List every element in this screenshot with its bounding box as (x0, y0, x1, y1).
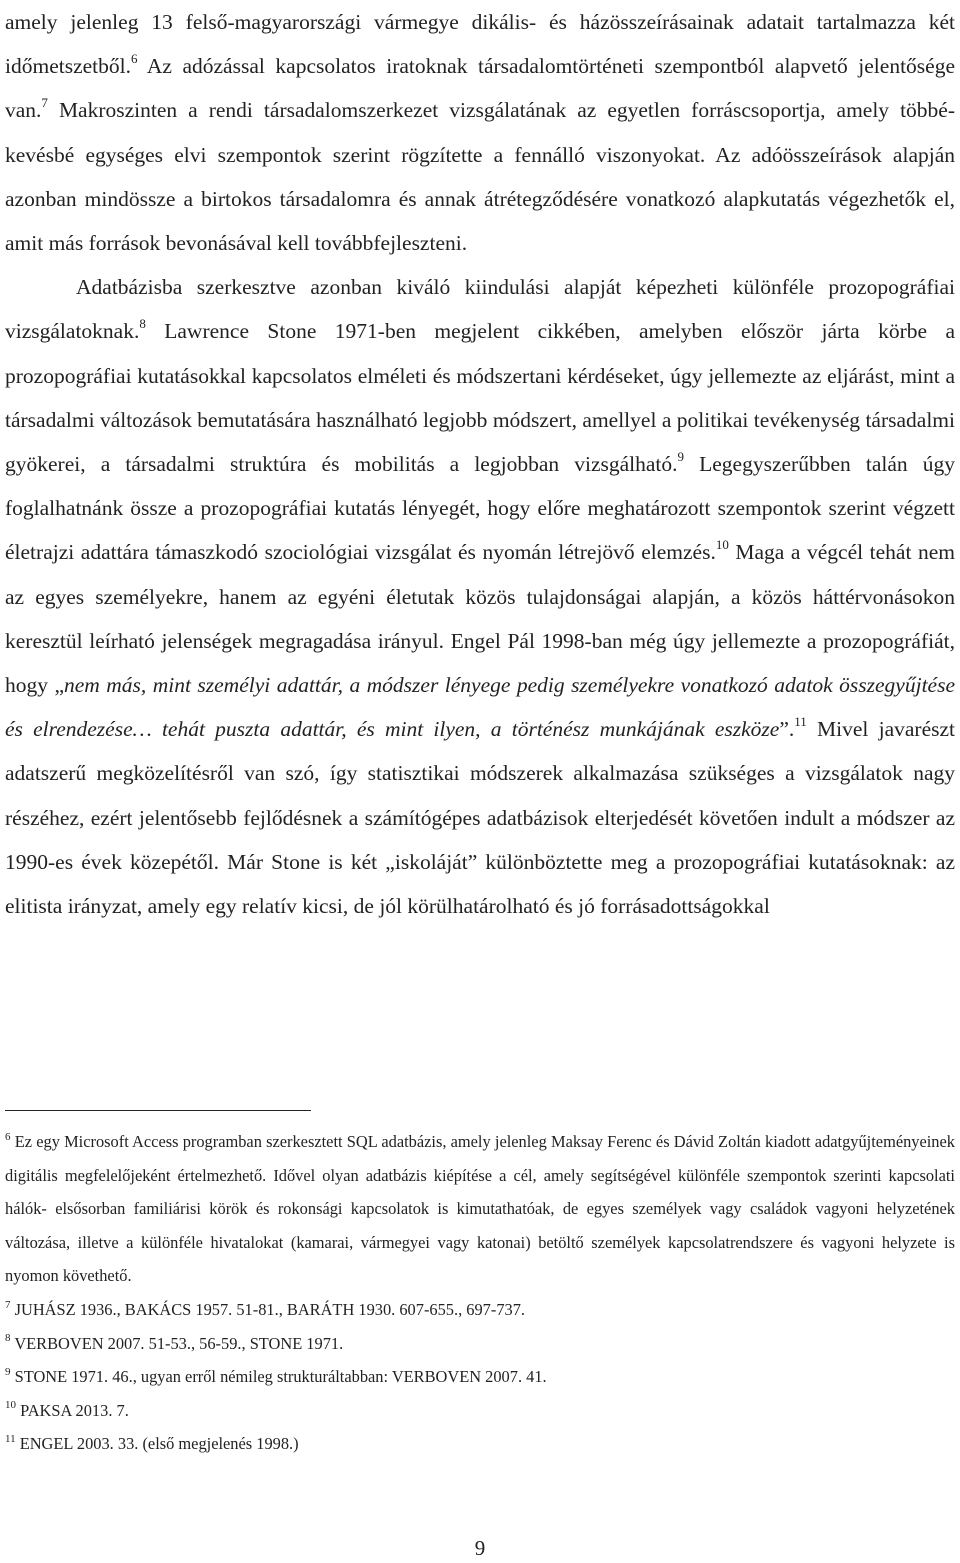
footnote-text: STONE 1971. 46., ugyan erről némileg strukturáltabban: VERBOVEN 2007. 41. (14, 1367, 547, 1387)
footnote-text: PAKSA 2013. 7. (20, 1400, 129, 1420)
footnote-number: 11 (5, 1432, 16, 1445)
footnote-11 (5, 1427, 955, 1461)
engel-quote: nem más, mint személyi adattár, a módszer lényege pedig személyekre vonatkozó adatok összegyűjtése és elrendezése… tehát puszta adattár, és mint ilyen, a történész munkájának eszköze (5, 673, 955, 742)
footnote-text: JUHÁSZ 1936., BAKÁCS 1957. 51-81., BARÁTH 1930. 607-655., 697-737. (14, 1299, 526, 1319)
paragraph-1-text-b: Az adózással kapcsolatos iratoknak társadalomtörténeti szempontból alapvető jelentősége van. (5, 54, 955, 123)
paragraph-1-text-c: Makroszinten a rendi társadalomszerkezet vizsgálatának az egyetlen forráscsoportja, amely többé-kevésbé egységes elvi szempontok szerint rögzítette a fennálló viszonyokat. Az adóösszeírások alapján azonban mindössze a birtokos társadalomra és annak átrétegződésére vonatkozó alapkutatás végezhetők el, amit más források bevonásával kell továbbfejleszteni. (5, 98, 955, 256)
footnote-text: VERBOVEN 2007. 51-53., 56-59., STONE 1971. (14, 1333, 344, 1353)
footnote-number: 8 (5, 1332, 11, 1345)
footnote-number: 10 (5, 1399, 16, 1412)
paragraph-2-text-f: Mivel javarészt adatszerű megközelítésről van szó, így statisztikai módszerek alkalmazása szükséges a vizsgálatok nagy részéhez, ezért jelentősebb fejlődésnek a számítógépes adatbázisok elterjedését követően indult a módszer az 1990-es évek közepétől. Már Stone is két „iskoláját” különböztette meg a prozopográfiai kutatásoknak: az elitista irányzat, amely egy relatív kicsi, de jól körülhatárolható és jó forrásadottságokkal (5, 717, 955, 919)
footnote-ref-8[interactable]: 8 (139, 316, 146, 332)
body-text (5, 0, 955, 928)
footnote-7 (5, 1293, 955, 1327)
paragraph-2-text-c: Legegyszerűbben talán úgy foglalhatnánk össze a prozopográfiai kutatás lényegét, hogy előre meghatározott szempontok szerint végzett életrajzi adattára támaszkodó szociológiai vizsgálat és nyomán létrejövő elemzés. (5, 452, 955, 565)
footnote-ref-7[interactable]: 7 (41, 95, 48, 111)
footnote-number: 7 (5, 1298, 11, 1311)
footnote-ref-11[interactable]: 11 (794, 714, 807, 730)
footnote-number: 6 (5, 1130, 11, 1143)
paragraph-2 (5, 265, 955, 928)
page-number: 9 (474, 1536, 486, 1560)
footnote-8 (5, 1327, 955, 1361)
footnote-ref-6[interactable]: 6 (131, 51, 138, 67)
paragraph-2-text-a: Adatbázisba szerkesztve azonban kiváló kiindulási alapját képezheti különféle prozopográfiai vizsgálatoknak. (5, 275, 955, 344)
footnote-6 (5, 1125, 955, 1293)
paragraph-1 (5, 0, 955, 265)
footnote-ref-10[interactable]: 10 (715, 537, 729, 553)
footnote-9 (5, 1360, 955, 1394)
paragraph-1-text-a: amely jelenleg 13 felső-magyarországi vármegye dikális- és házösszeírásainak adatait tartalmazza két időmetszetből. (5, 10, 955, 79)
footnotes (5, 1125, 955, 1461)
footnote-separator (5, 1110, 311, 1111)
footnote-ref-9[interactable]: 9 (677, 448, 685, 464)
footnote-text: Ez egy Microsoft Access programban szerkesztett SQL adatbázis, amely jelenleg Maksay Ferenc és Dávid Zoltán kiadott adatgyűjteményeinek digitális megfelelőjeként értelmezhető. Idővel olyan adatbázis kiépítése a cél, amely segítségével különféle szempontok szerinti kapcsolati hálók- elsősorban familiárisi körök és rokonsági kapcsolatok is kimutathatóak, de egyes személyek vagy családok vagyoni helyzetének változása, illetve a különféle hivatalokat (kamarai, vármegyei vagy katonai) betöltő személyek kapcsolatrendszere és vagyoni helyzete is nyomon követhető. (5, 1132, 955, 1286)
footnote-10 (5, 1394, 955, 1428)
footnote-number: 9 (5, 1365, 11, 1378)
paragraph-2-text-e: ”. (779, 717, 795, 742)
paragraph-2-text-d: Maga a végcél tehát nem az egyes személyekre, hanem az egyéni életutak közös tulajdonságai alapján, a közös háttérvonásokon keresztül leírható jelenségek megragadása irányul. Engel Pál 1998-ban még úgy jellemezte a prozopográfiát, hogy „ (5, 540, 955, 698)
paragraph-2-text-b: Lawrence Stone 1971-ben megjelent cikkében, amelyben először járta körbe a prozopográfiai kutatásokkal kapcsolatos elméleti és módszertani kérdéseket, úgy jellemezte az eljárást, mint a társadalmi változások bemutatására használható legjobb módszert, amellyel a politikai tevékenység társadalmi gyökerei, a társadalmi struktúra és mobilitás a legjobban vizsgálható. (5, 319, 955, 477)
footnote-text: ENGEL 2003. 33. (első megjelenés 1998.) (19, 1434, 299, 1454)
